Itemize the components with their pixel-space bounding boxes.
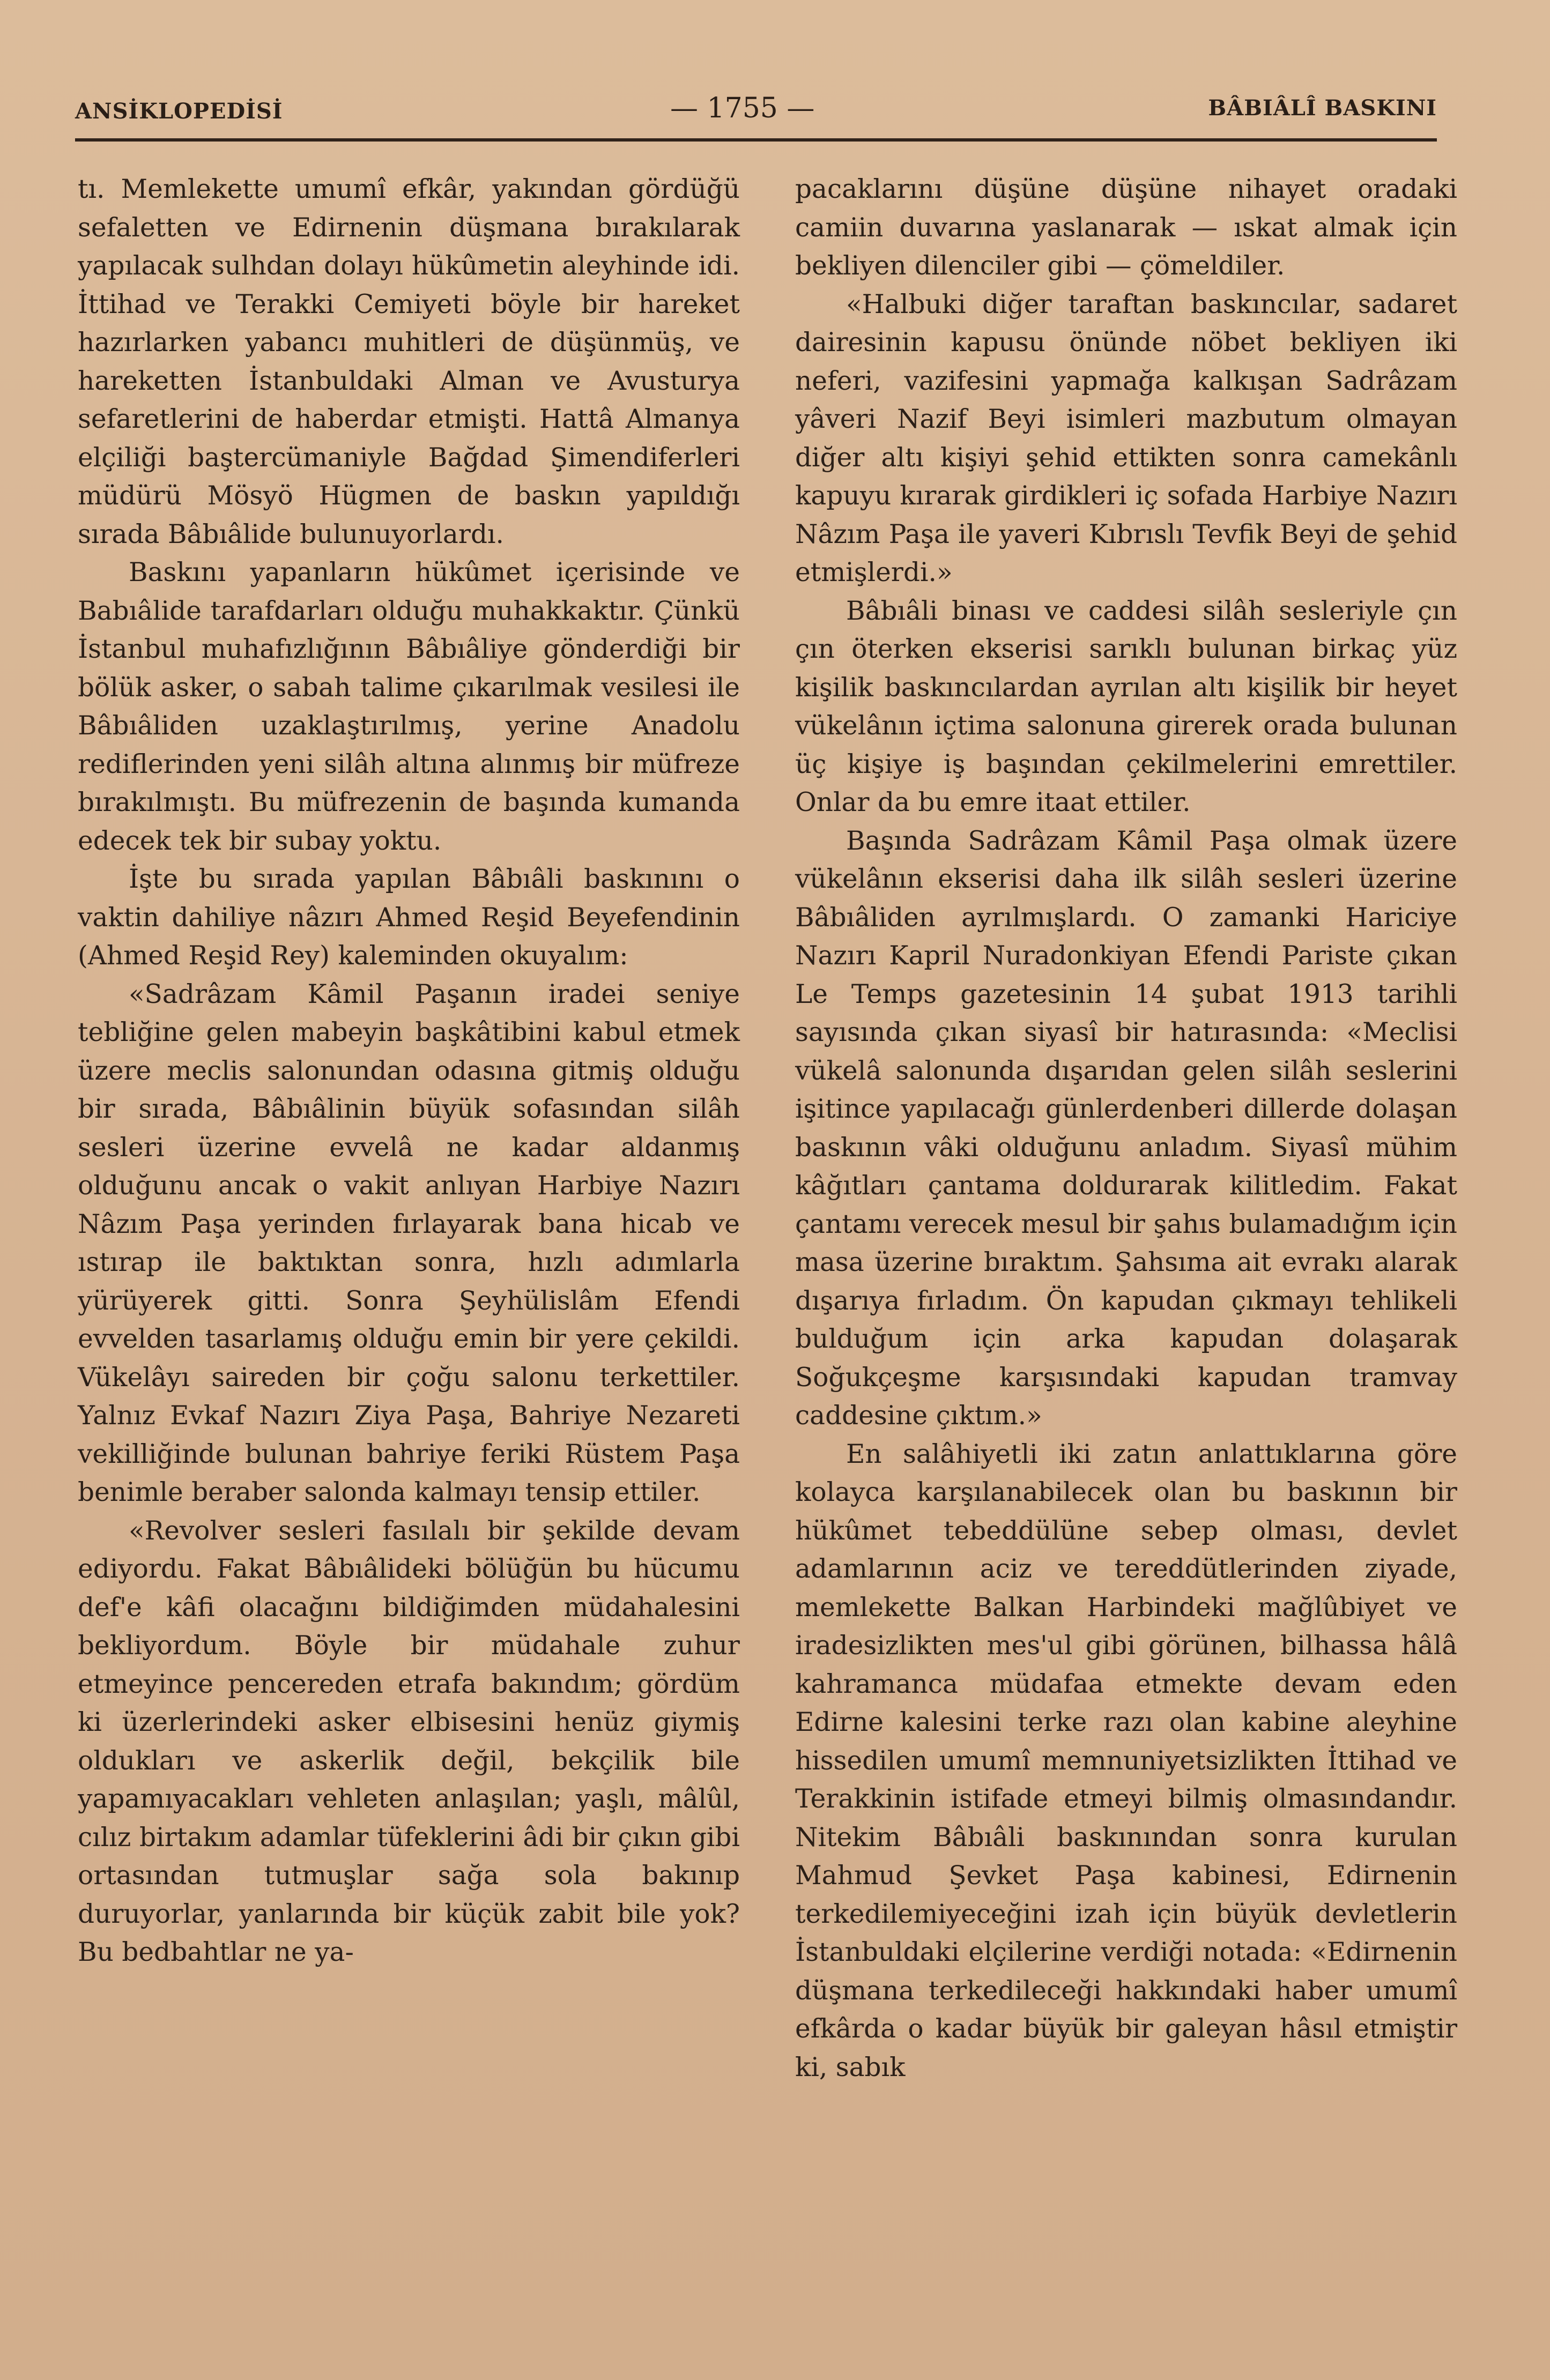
- header-article-title: BÂBIÂLÎ BASKINI: [1208, 95, 1437, 121]
- page-header: [75, 92, 1437, 130]
- header-rule: [75, 138, 1437, 142]
- paragraph: Bâbıâli binası ve caddesi silâh sesleriyle çın çın öterken ekserisi sarıklı bulunan birkaç yüz kişilik baskıncılardan ayrılan altı kişilik bir heyet vükelânın içtima salonuna girerek orada bulunan üç kişiye iş başından çekilmelerini emrettiler. Onlar da bu emre itaat ettiler.: [795, 596, 1457, 817]
- header-encyclopedia-title: ANSİKLOPEDİSİ: [75, 99, 283, 124]
- paragraph: pacaklarını düşüne düşüne nihayet oradaki camiin duvarına yaslanarak — ıskat almak için bekliyen dilenciler gibi — çömeldiler.: [795, 174, 1457, 281]
- page-number: — 1755 —: [670, 92, 815, 124]
- paragraph: En salâhiyetli iki zatın anlattıklarına göre kolayca karşılanabilecek olan bu baskının bir hükûmet tebeddülüne sebep olması, devlet adamlarının aciz ve tereddütlerinden ziyade, memlekette Balkan Harbindeki mağlûbiyet ve iradesizlikten mes'ul gibi görünen, bilhassa hâlâ kahramanca müdafaa etmekte devam eden Edirne kalesini terke razı olan kabine aleyhine hissedilen umumî memnuniyetsizlikten İttihad ve Terakkinin istifade etmeyi bilmiş olmasındandır. Nitekim Bâbıâli baskınından sonra kurulan Mahmud Şevket Paşa kabinesi, Edirnenin terkedilemiyeceğini izah için büyük devletlerin İstanbuldaki elçilerine verdiği notada: «Edirnenin düşmana terkedileceği hakkındaki haber umumî efkârda o kadar büyük bir galeyan hâsıl etmiştir ki, sabık: [795, 1439, 1457, 2082]
- paragraph: Baskını yapanların hükûmet içerisinde ve Babıâlide tarafdarları olduğu muhakkaktır. Çünkü İstanbul muhafızlığının Bâbıâliye gönderdiği bir bölük asker, o sabah talime çıkarılmak vesilesi ile Bâbıâliden uzaklaştırılmış, yerine Anadolu rediflerinden yeni silâh altına alınmış bir müfreze bırakılmıştı. Bu müfrezenin de başında kumanda edecek tek bir subay yoktu.: [78, 557, 740, 856]
- right-column: [795, 170, 1457, 2087]
- paragraph: «Sadrâzam Kâmil Paşanın iradei seniye tebliğine gelen mabeyin başkâtibini kabul etmek üzere meclis salonundan odasına gitmiş olduğu bir sırada, Bâbıâlinin büyük sofasından silâh sesleri üzerine evvelâ ne kadar aldanmış olduğunu ancak o vakit anlıyan Harbiye Nazırı Nâzım Paşa yerinden fırlayarak bana hicab ve ıstırap ile baktıktan sonra, hızlı adımlarla yürüyerek gitti. Sonra Şeyhülislâm Efendi evvelden tasarlamış olduğu emin bir yere çekildi. Vükelâyı saireden bir çoğu salonu terkettiler. Yalnız Evkaf Nazırı Ziya Paşa, Bahriye Nezareti vekilliğinde bulunan bahriye feriki Rüstem Paşa benimle beraber salonda kalmayı tensip ettiler.: [78, 979, 740, 1507]
- paragraph: Başında Sadrâzam Kâmil Paşa olmak üzere vükelânın ekserisi daha ilk silâh sesleri üzerine Bâbıâliden ayrılmışlardı. O zamanki Hariciye Nazırı Kapril Nuradonkiyan Efendi Pariste çıkan Le Temps gazetesinin 14 şubat 1913 tarihli sayısında çıkan siyasî bir hatırasında: «Meclisi vükelâ salonunda dışarıdan gelen silâh seslerini işitince yapılacağı günlerdenberi dillerde dolaşan baskının vâki olduğunu anladım. Siyasî mühim kâğıtları çantama doldurarak kilitledim. Fakat çantamı verecek mesul bir şahıs bulamadığım için masa üzerine bıraktım. Şahsıma ait evrakı alarak dışarıya fırladım. Ön kapudan çıkmayı tehlikeli bulduğum için arka kapudan dolaşarak Soğukçeşme karşısındaki kapudan tramvay caddesine çıktım.»: [795, 825, 1457, 1431]
- paragraph: «Revolver sesleri fasılalı bir şekilde devam ediyordu. Fakat Bâbıâlideki bölüğün bu hücumu def'e kâfi olacağını bildiğimden müdahalesini bekliyordum. Böyle bir müdahale zuhur etmeyince pencereden etrafa bakındım; gördüm ki üzerlerindeki asker elbisesini henüz giymiş oldukları ve askerlik değil, bekçilik bile yapamıyacakları vehleten anlaşılan; yaşlı, mâlûl, cılız birtakım adamlar tüfeklerini âdi bir çıkın gibi ortasından tutmuşlar sağa sola bakınıp duruyorlar, yanlarında bir küçük zabit bile yok? Bu bedbahtlar ne ya-: [78, 1515, 740, 1967]
- paragraph: İşte bu sırada yapılan Bâbıâli baskınını o vaktin dahiliye nâzırı Ahmed Reşid Beyefendinin (Ahmed Reşid Rey) kaleminden okuyalım:: [78, 864, 740, 971]
- paragraph: «Halbuki diğer taraftan baskıncılar, sadaret dairesinin kapusu önünde nöbet bekliyen iki neferi, vazifesini yapmağa kalkışan Sadrâzam yâveri Nazif Beyi isimleri mazbutum olmayan diğer altı kişiyi şehid ettikten sonra camekânlı kapuyu kırarak girdikleri iç sofada Harbiye Nazırı Nâzım Paşa ile yaveri Kıbrıslı Tevfik Beyi de şehid etmişlerdi.»: [795, 289, 1457, 587]
- paragraph: tı. Memlekette umumî efkâr, yakından gördüğü sefaletten ve Edirnenin düşmana bırakılarak yapılacak sulhdan dolayı hükûmetin aleyhinde idi. İttihad ve Terakki Cemiyeti böyle bir hareket hazırlarken yabancı muhitleri de düşünmüş, ve hareketten İstanbuldaki Alman ve Avusturya sefaretlerini de haberdar etmişti. Hattâ Almanya elçiliği baştercümaniyle Bağdad Şimendiferleri müdürü Mösyö Hügmen de baskın yapıldığı sırada Bâbıâlide bulunuyorlardı.: [78, 174, 740, 549]
- left-column: [78, 170, 740, 1972]
